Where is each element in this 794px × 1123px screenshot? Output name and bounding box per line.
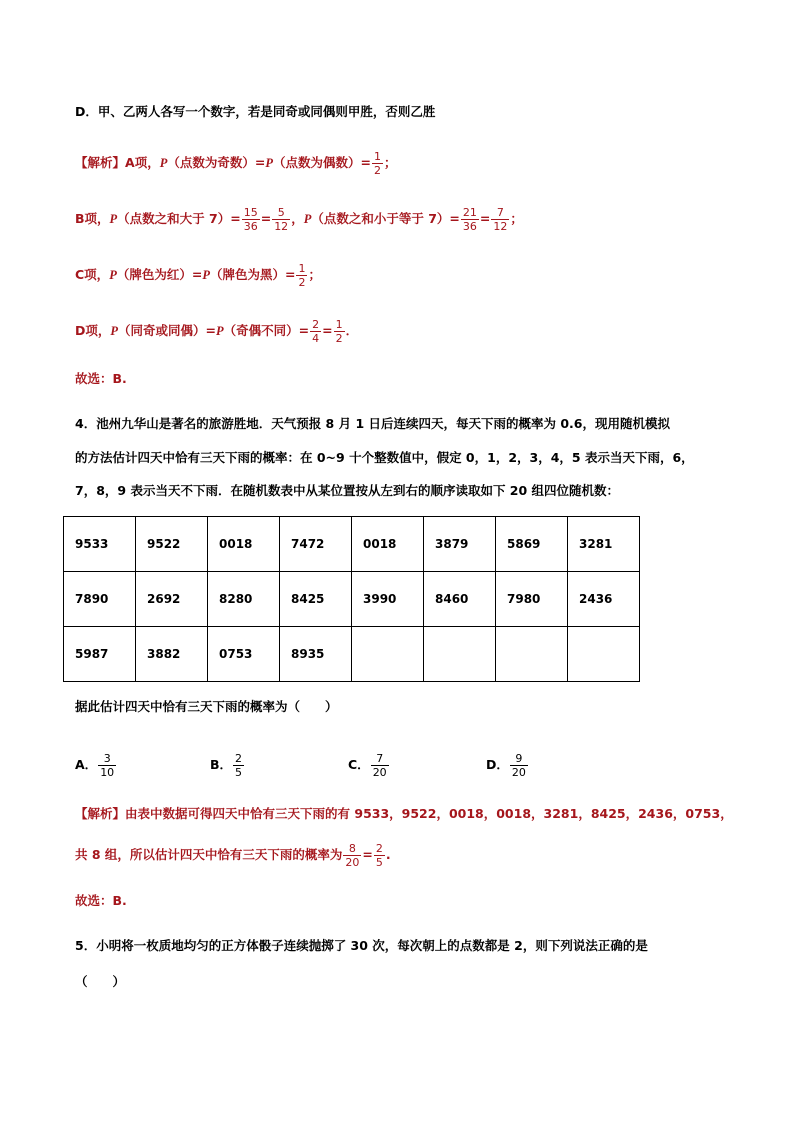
table-cell: 7980 xyxy=(496,572,568,627)
fraction: $\frac{8}{20}$ xyxy=(345,842,360,869)
solution4-answer: 故选：B. xyxy=(75,893,127,908)
solution3-line-b: B项，P（点数之和大于 7）= $\frac{15}{36}$ = $\frac{5}{12}$ ，P（点数之和小于等于 7）= $\frac{21}{36}$ = $\frac{7}{12}$ ； xyxy=(75,206,523,233)
fraction: $\frac{15}{36}$ xyxy=(243,206,258,233)
question4-line3: 7，8，9 表示当天不下雨．在随机数表中从某位置按从左到右的顺序读取如下 20 组四位随机数： xyxy=(75,483,620,498)
question3-option-d: D．甲、乙两人各写一个数字，若是同奇或同偶则甲胜，否则乙胜 xyxy=(75,104,436,119)
table-cell: 8935 xyxy=(280,627,352,682)
table-cell xyxy=(496,627,568,682)
solution3-line-a: 【解析】A项，P（点数为奇数）=P（点数为偶数）= $\frac{1}{2}$ ； xyxy=(75,150,397,177)
table-cell xyxy=(424,627,496,682)
table-cell: 0753 xyxy=(208,627,280,682)
table-cell: 9533 xyxy=(64,517,136,572)
solution3-line-c: C项，P（牌色为红）=P（牌色为黑）= $\frac{1}{2}$ ； xyxy=(75,262,321,289)
fraction: $\frac{21}{36}$ xyxy=(462,206,477,233)
option-c: C． $\frac{7}{20}$ xyxy=(348,752,387,779)
table-cell: 3882 xyxy=(136,627,208,682)
table-cell: 3879 xyxy=(424,517,496,572)
solution-tag: 【解析】 xyxy=(75,806,126,821)
fraction: $\frac{1}{2}$ xyxy=(298,262,306,289)
fraction: $\frac{2}{5}$ xyxy=(235,752,243,779)
fraction: $\frac{3}{10}$ xyxy=(100,752,115,779)
table-cell: 7890 xyxy=(64,572,136,627)
table-row xyxy=(64,572,640,627)
option-d: D． $\frac{9}{20}$ xyxy=(486,752,526,779)
question5-line1: 5．小明将一枚质地均匀的正方体骰子连续抛掷了 30 次，每次朝上的点数都是 2，则下列说法正确的是 xyxy=(75,938,648,953)
table-cell: 3990 xyxy=(352,572,424,627)
table-cell xyxy=(352,627,424,682)
fraction: $\frac{2}{5}$ xyxy=(375,842,383,869)
table-cell: 2692 xyxy=(136,572,208,627)
fraction: $\frac{5}{12}$ xyxy=(274,206,289,233)
solution4-line1: 【解析】由表中数据可得四天中恰有三天下雨的有 9533，9522，0018，0018，3281，8425，2436，0753， xyxy=(75,806,733,821)
question4-line1: 4．池州九华山是著名的旅游胜地．天气预报 8 月 1 日后连续四天，每天下雨的概率为 0.6，现用随机模拟 xyxy=(75,416,670,431)
table-cell: 8460 xyxy=(424,572,496,627)
table-cell: 3281 xyxy=(568,517,640,572)
table-row xyxy=(64,627,640,682)
fraction: $\frac{1}{2}$ xyxy=(335,318,343,345)
table-cell xyxy=(568,627,640,682)
option-a: A． $\frac{3}{10}$ xyxy=(75,752,115,779)
table-cell: 5869 xyxy=(496,517,568,572)
question5-line2: （ ） xyxy=(75,974,126,989)
fraction: $\frac{9}{20}$ xyxy=(511,752,526,779)
table-cell: 5987 xyxy=(64,627,136,682)
table-cell: 7472 xyxy=(280,517,352,572)
table-cell: 2436 xyxy=(568,572,640,627)
question4-prompt: 据此估计四天中恰有三天下雨的概率为（ ） xyxy=(75,699,338,714)
fraction: $\frac{2}{4}$ xyxy=(312,318,320,345)
solution4-line2: 共 8 组，所以估计四天中恰有三天下雨的概率为 $\frac{8}{20}$ = $\frac{2}{5}$ . xyxy=(75,842,391,869)
fraction: $\frac{7}{20}$ xyxy=(372,752,387,779)
option-b: B． $\frac{2}{5}$ xyxy=(210,752,243,779)
solution3-line-d: D项，P（同奇或同偶）=P（奇偶不同）= $\frac{2}{4}$ = $\frac{1}{2}$ ． xyxy=(75,318,359,345)
table-cell: 0018 xyxy=(208,517,280,572)
random-number-table xyxy=(63,516,640,682)
table-cell: 0018 xyxy=(352,517,424,572)
table-cell: 8280 xyxy=(208,572,280,627)
table-cell: 9522 xyxy=(136,517,208,572)
solution3-answer: 故选：B. xyxy=(75,371,127,386)
question4-line2: 的方法估计四天中恰有三天下雨的概率：在 0~9 十个整数值中，假定 0，1，2，3，4，5 表示当天下雨，6， xyxy=(75,450,694,465)
fraction: $\frac{1}{2}$ xyxy=(373,150,381,177)
solution-tag: 【解析】 xyxy=(75,155,126,170)
table-cell: 8425 xyxy=(280,572,352,627)
table-row xyxy=(64,517,640,572)
fraction: $\frac{7}{12}$ xyxy=(493,206,508,233)
